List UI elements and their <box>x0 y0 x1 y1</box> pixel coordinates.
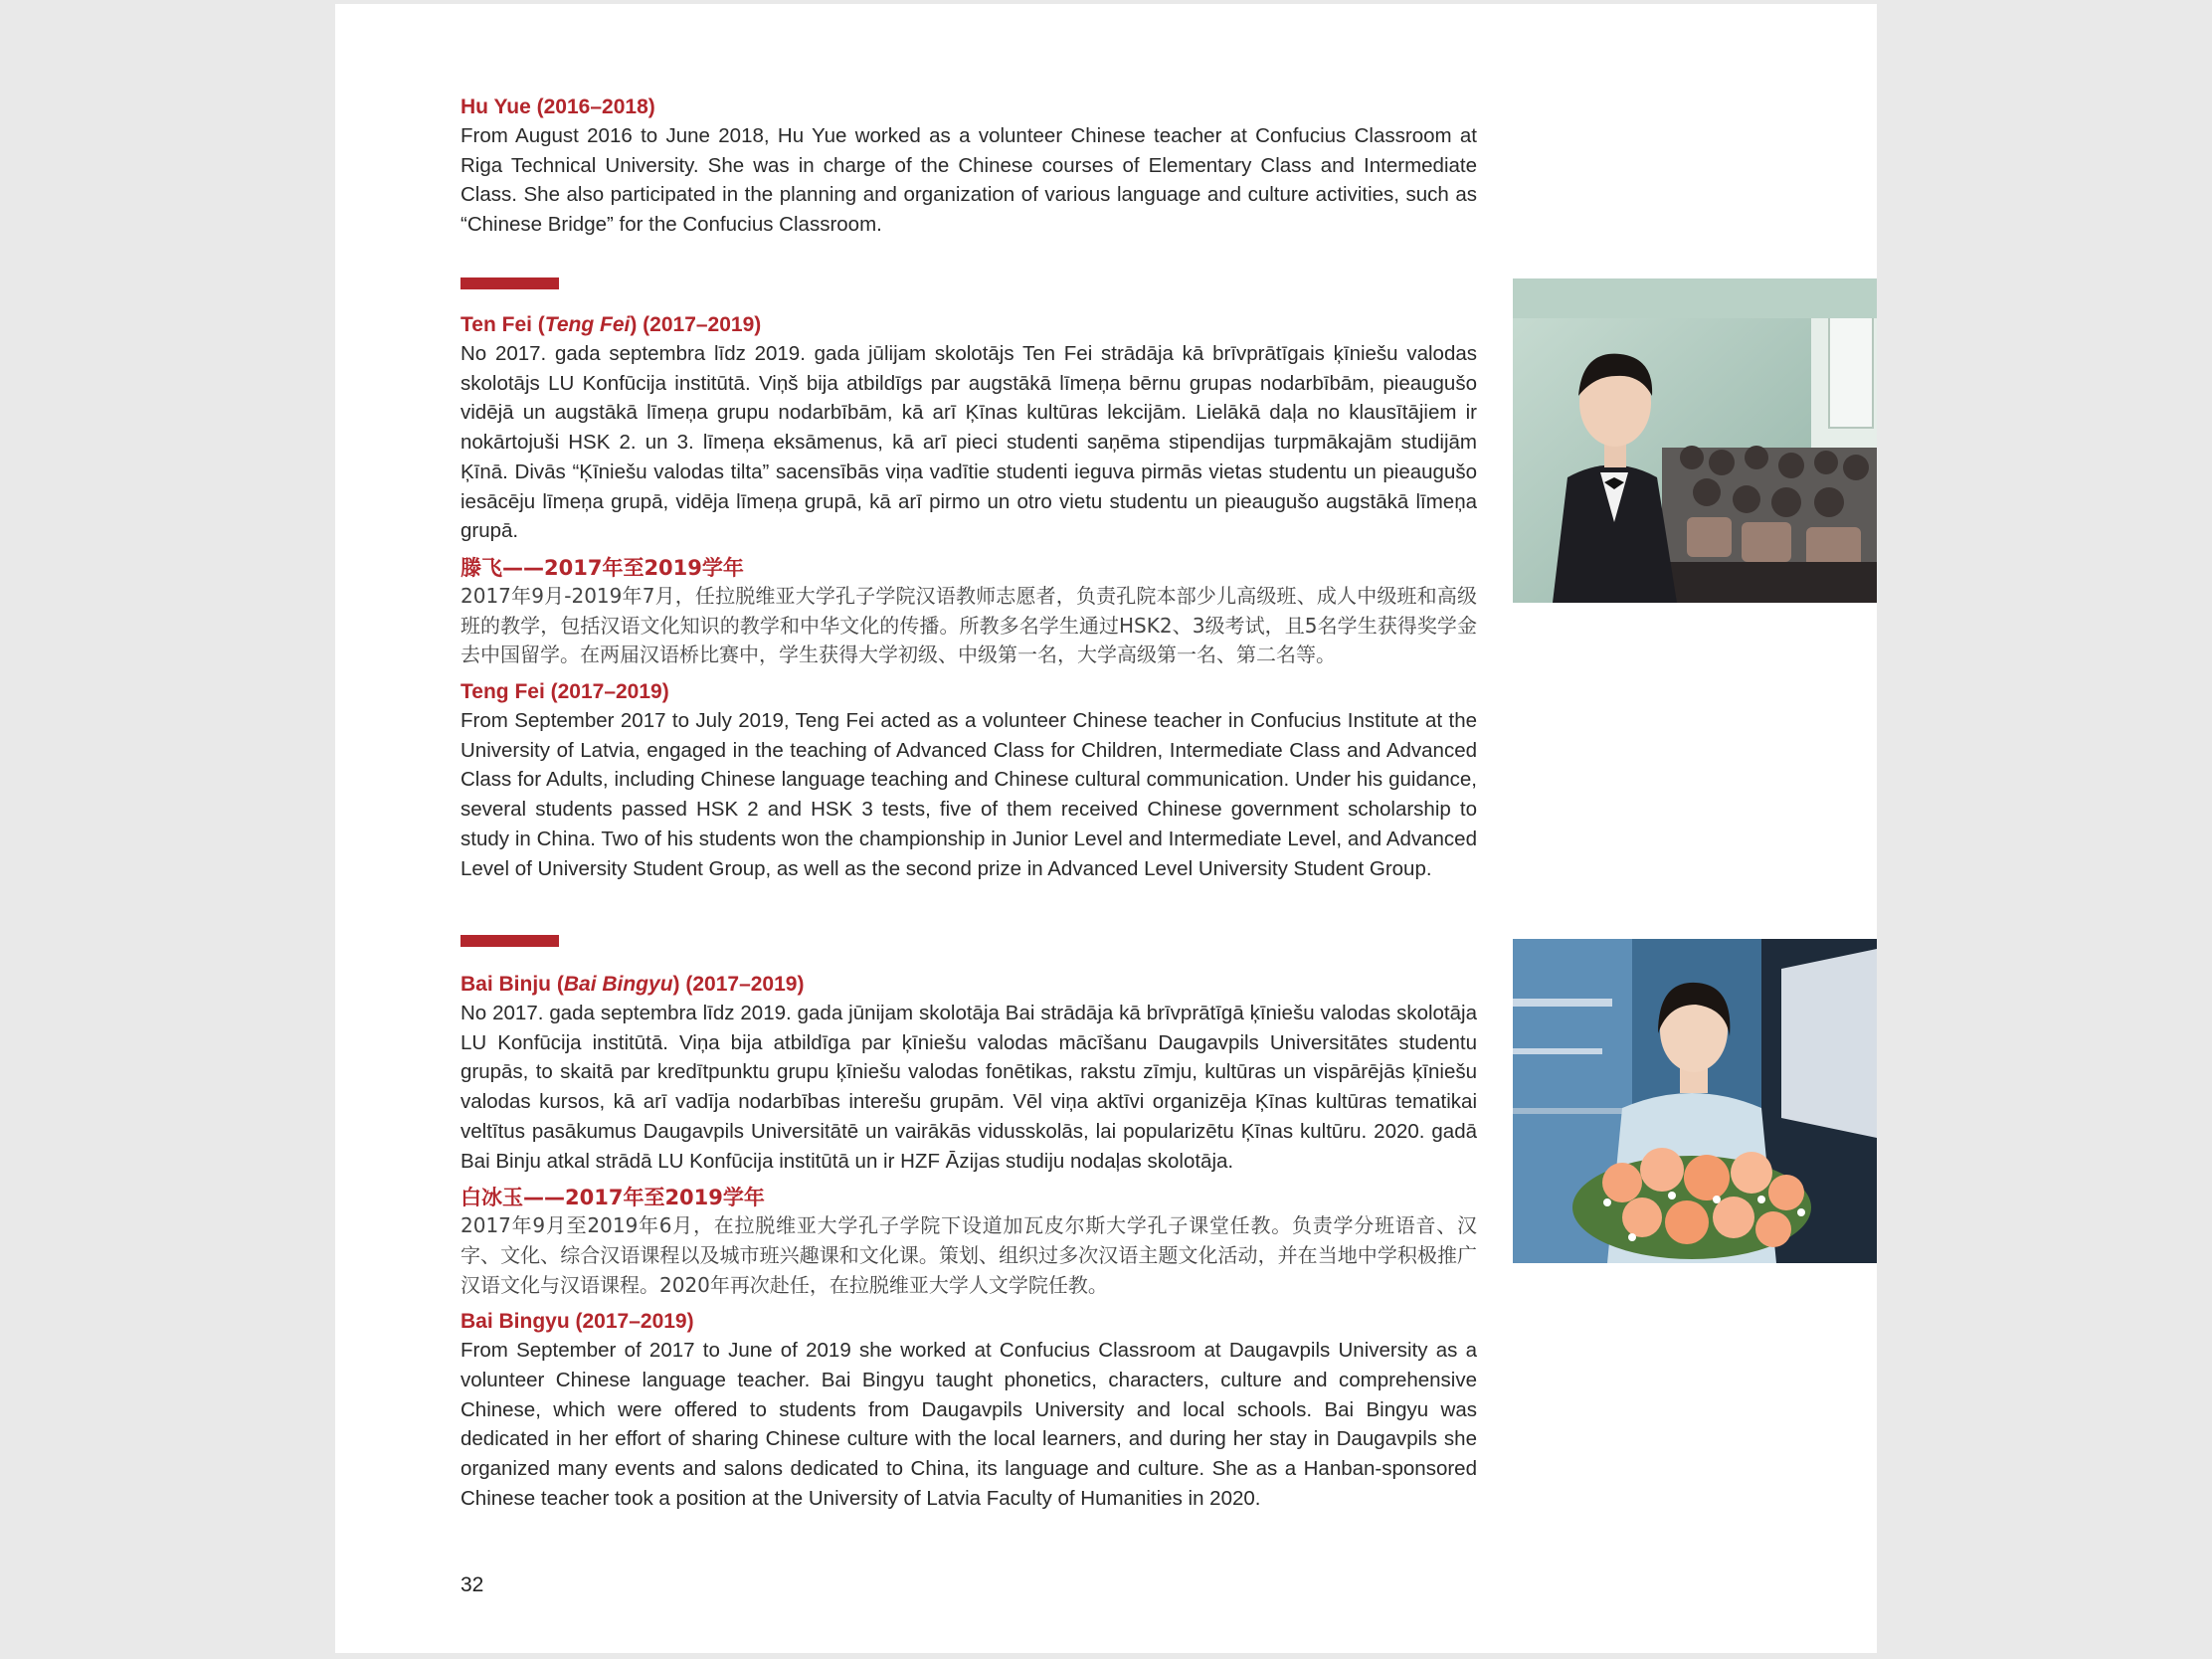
document-page <box>335 4 1877 1653</box>
section-divider-bar <box>461 935 559 947</box>
section-heading: Hu Yue (2016–2018) <box>461 95 655 118</box>
section-hu-yue <box>461 93 1477 240</box>
english-paragraph: From August 2016 to June 2018, Hu Yue worked as a volunteer Chinese teacher at Confucius Classroom at Riga Technical University. She was in charge of the Chinese courses of Elementary Class and Intermediate Class. She also participated in the planning and organization of various language and culture activities, such as “Chinese Bridge” for the Confucius Classroom. <box>461 124 1477 237</box>
chinese-heading: 白冰玉——2017年至2019学年 <box>461 1186 765 1210</box>
english-heading: Teng Fei (2017–2019) <box>461 680 669 704</box>
portrait-photo-bai-bingyu <box>1513 939 1877 1263</box>
latvian-paragraph: No 2017. gada septembra līdz 2019. gada jūnijam skolotāja Bai strādāja kā brīvprātīgā ķīniešu valodas skolotāja LU Konfūcija institūtā. Viņa bija atbildīga par ķīniešu valodas mācīšanu Daugavpils Universitātes studentu grupās, to skaitā par kredītpunktu grupu ķīniešu valodas fonētikas, rakstu zīmju, kultūras un vispārējās ķīniešu valodas kursos, kā arī vadīja nodarbības interešu grupām. Vēl viņa aktīvi organizēja Ķīnas kultūras tematikai veltītus pasākumus Daugavpils Universitātē un vairākās vidusskolās, lai popularizētu Ķīnas kultūru. 2020. gadā Bai Binju atkal strādā LU Konfūcija institūtā un ir HZF Āzijas studiju nodaļas skolotāja. <box>461 1002 1477 1173</box>
chinese-paragraph: 2017年9月-2019年7月，任拉脱维亚大学孔子学院汉语教师志愿者，负责孔院本部少儿高级班、成人中级班和高级班的教学，包括汉语文化知识的教学和中华文化的传播。所教多名学生通过HSK2、3级考试，且5名学生获得奖学金去中国留学。在两届汉语桥比赛中，学生获得大学初级、中级第一名，大学高级第一名、第二名等。 <box>461 583 1477 667</box>
page-number: 32 <box>461 1573 484 1596</box>
section-heading: Ten Fei (Teng Fei) (2017–2019) <box>461 313 762 336</box>
section-bai-bingyu <box>461 971 1477 1514</box>
english-paragraph: From September 2017 to July 2019, Teng Fei acted as a volunteer Chinese teacher in Confucius Institute at the University of Latvia, engaged in the teaching of Advanced Class for Children, Intermediate Class and Advanced Class for Adults, including Chinese language teaching and Chinese cultural communication. Under his guidance, several students passed HSK 2 and HSK 3 tests, five of them received Chinese government scholarship to study in China. Two of his students won the championship in Junior Level and Intermediate Level, and Advanced Level of University Student Group, as well as the second prize in Advanced Level University Student Group. <box>461 709 1477 880</box>
english-heading: Bai Bingyu (2017–2019) <box>461 1310 694 1334</box>
section-teng-fei <box>461 311 1477 883</box>
section-heading: Bai Binju (Bai Bingyu) (2017–2019) <box>461 973 805 996</box>
chinese-paragraph: 2017年9月至2019年6月，在拉脱维亚大学孔子学院下设道加瓦皮尔斯大学孔子课堂任教。负责学分班语音、汉字、文化、综合汉语课程以及城市班兴趣课和文化课。策划、组织过多次汉语主题文化活动，并在当地中学积极推广汉语文化与汉语课程。2020年再次赴任，在拉脱维亚大学人文学院任教。 <box>461 1213 1477 1297</box>
chinese-heading: 滕飞——2017年至2019学年 <box>461 555 744 580</box>
section-divider-bar <box>461 277 559 289</box>
portrait-photo-teng-fei <box>1513 278 1877 603</box>
latvian-paragraph: No 2017. gada septembra līdz 2019. gada jūlijam skolotājs Ten Fei strādāja kā brīvprātīgais ķīniešu valodas skolotājs LU Konfūcija institūtā. Viņš bija atbildīgs par augstākā līmeņa bērnu grupas nodarbībām, pieaugušo vidējā un augstākā līmeņa grupu nodarbībām, kā arī Ķīnas kultūras lekcijām. Lielākā daļa no klausītājiem ir nokārtojuši HSK 2. un 3. līmeņa eksāmenus, kā arī pieci studenti saņēma stipendijas turpmākajām studijām Ķīnā. Divās “Ķīniešu valodas tilta” sacensībās viņa vadītie studenti ieguva pirmās vietas studentu un pieaugušo iesācēju līmeņa grupā, vidēja līmeņa grupā, kā arī pirmo un otro vietu studentu un pieaugušo augstākā līmeņa grupā. <box>461 342 1477 543</box>
english-paragraph: From September of 2017 to June of 2019 she worked at Confucius Classroom at Daugavpils University as a volunteer Chinese language teacher. Bai Bingyu taught phonetics, characters, culture and comprehensive Chinese, which were offered to students from Daugavpils University and local schools. Bai Bingyu was dedicated in her effort of sharing Chinese culture with the local learners, and during her stay in Daugavpils she organized many events and salons dedicated to China, its language and culture. She as a Hanban-sponsored Chinese teacher took a position at the University of Latvia Faculty of Humanities in 2020. <box>461 1339 1477 1510</box>
